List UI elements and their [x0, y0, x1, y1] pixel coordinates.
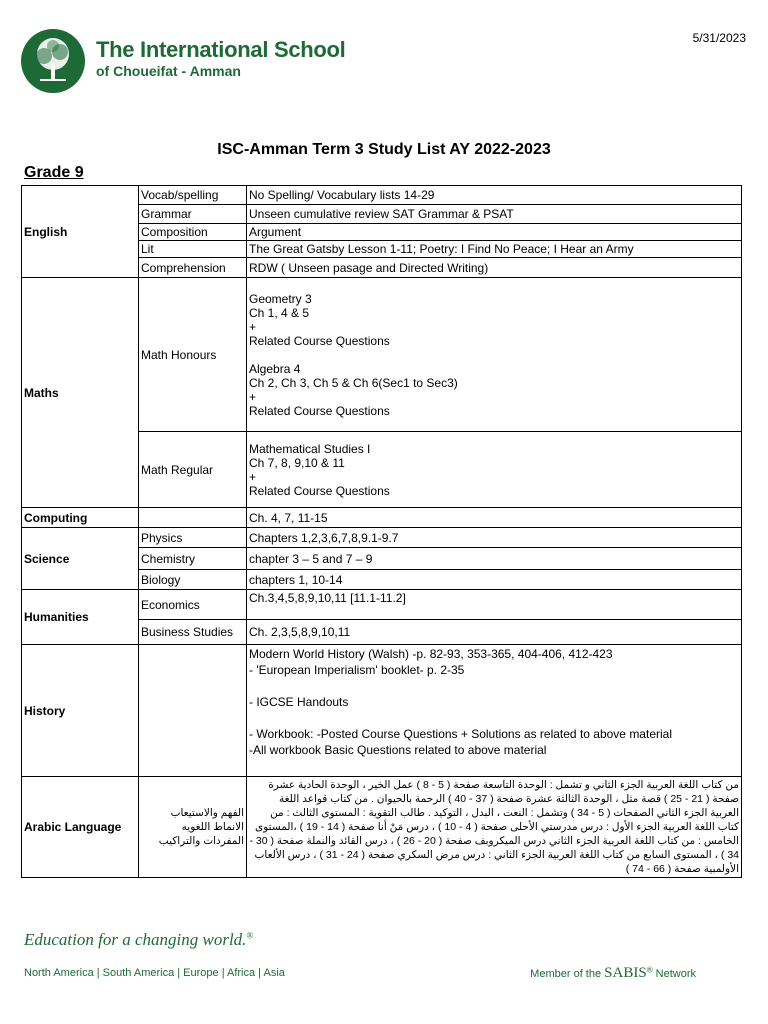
table-row — [22, 645, 742, 777]
footer-member: Member of the SABIS® Network — [530, 965, 696, 981]
sabis-brand: SABIS — [604, 965, 647, 981]
school-name-line2: of Choueifat - Amman — [96, 63, 241, 79]
topic-content: Mathematical Studies I Ch 7, 8, 9,10 & 11 + Related Course Questions — [247, 432, 742, 508]
topic-label: Business Studies — [139, 620, 247, 645]
topic-content: chapter 3 – 5 and 7 – 9 — [247, 548, 742, 570]
topic-content: RDW ( Unseen pasage and Directed Writing) — [247, 258, 742, 278]
topic-content: Modern World History (Walsh) -p. 82-93, 353-365, 404-406, 412-423 - 'European Imperialism' booklet- p. 2-35 - IGCSE Handouts - Workbook: -Posted Course Questions + Solutions as related to above material -All workbook Basic Questions related to above material — [247, 645, 742, 777]
grade-heading: Grade 9 — [24, 164, 84, 181]
subject-humanities: Humanities — [22, 590, 139, 645]
topic-content: Argument — [247, 224, 742, 241]
topic-content: chapters 1, 10-14 — [247, 570, 742, 590]
subject-computing: Computing — [22, 508, 139, 528]
footer-regions: North America | South America | Europe | Africa | Asia — [24, 967, 285, 979]
subject-maths: Maths — [22, 278, 139, 508]
topic-content: Ch. 2,3,5,8,9,10,11 — [247, 620, 742, 645]
topic-label — [139, 508, 247, 528]
school-logo-icon — [20, 28, 86, 94]
footer-slogan: Education for a changing world.® — [24, 930, 254, 949]
table-row — [22, 777, 742, 878]
school-name — [96, 38, 346, 80]
topic-content: Ch.3,4,5,8,9,10,11 [11.1-11.2] — [247, 590, 742, 620]
subject-english: English — [22, 186, 139, 278]
table-row — [22, 528, 742, 548]
topic-content: Unseen cumulative review SAT Grammar & PSAT — [247, 205, 742, 224]
subject-history: History — [22, 645, 139, 777]
topic-content: The Great Gatsby Lesson 1-11; Poetry: I Find No Peace; I Hear an Army — [247, 241, 742, 258]
study-list-table — [21, 185, 742, 878]
topic-label: Chemistry — [139, 548, 247, 570]
member-suffix: Network — [652, 968, 696, 980]
topic-label: Comprehension — [139, 258, 247, 278]
table-row — [22, 186, 742, 205]
slogan-text: Education for a changing world. — [24, 930, 247, 949]
topic-content: من كتاب اللغة العربية الجزء الثاني و تشمل : الوحدة التاسعة صفحة ( 5 - 8 ) عمل الخير ، الوحدة الحادية عشرة صفحة ( 21 - 25 ) قصة مثل ، الوحدة الثالثة عشرة صفحة ( 37 - 40 ) الرحمة بالحيوان . من كتاب قواعد اللغة العربية الجزء الثاني الصفحات ( 5 - 34 ) وتشمل : النعت ، البدل ، التوكيد . طالب التقوية : المستوى الثالث : من كتاب اللغة العربية الجزء الأول : درس مدرستي الأحلى صفحة ( 4 - 10 ) ، درس مَنْ أنا صفحة ( 14 - 19 ) ،المستوى الخامس : من كتاب اللغة العربية الجزء الثاني درس الميكروبف صفحة ( 20 - 26 ) ، درس القائد والنملة صفحة ( 30 - 34 ) ، المستوى السابع من كتاب اللغة العربية الجزء الثاني : درس مرض السكري صفحة ( 24 - 31 ) ، درس الألعاب الأولمبية صفحة ( 66 - 74 ) — [247, 777, 742, 878]
subject-science: Science — [22, 528, 139, 590]
topic-content: Chapters 1,2,3,6,7,8,9.1-9.7 — [247, 528, 742, 548]
topic-label: Math Regular — [139, 432, 247, 508]
topic-content: No Spelling/ Vocabulary lists 14-29 — [247, 186, 742, 205]
topic-content: Geometry 3 Ch 1, 4 & 5 + Related Course Questions Algebra 4 Ch 2, Ch 3, Ch 5 & Ch 6(Sec1 to Sec3) + Related Course Questions — [247, 278, 742, 432]
topic-label: Composition — [139, 224, 247, 241]
topic-label — [139, 645, 247, 777]
table-row — [22, 590, 742, 620]
table-row — [22, 508, 742, 528]
topic-label: Biology — [139, 570, 247, 590]
school-name-line1: The International School — [96, 37, 346, 62]
document-title: ISC-Amman Term 3 Study List AY 2022-2023 — [217, 141, 551, 158]
topic-label: Math Honours — [139, 278, 247, 432]
subject-arabic: Arabic Language — [22, 777, 139, 878]
date: 5/31/2023 — [692, 31, 746, 45]
topic-label: Physics — [139, 528, 247, 548]
topic-label: Lit — [139, 241, 247, 258]
topic-content: Ch. 4, 7, 11-15 — [247, 508, 742, 528]
topic-label: الفهم والاستيعاب الانماط اللغويه المفردات والتراكيب — [139, 777, 247, 878]
topic-label: Economics — [139, 590, 247, 620]
table-row — [22, 278, 742, 432]
member-prefix: Member of the — [530, 968, 605, 980]
topic-label: Grammar — [139, 205, 247, 224]
topic-label: Vocab/spelling — [139, 186, 247, 205]
